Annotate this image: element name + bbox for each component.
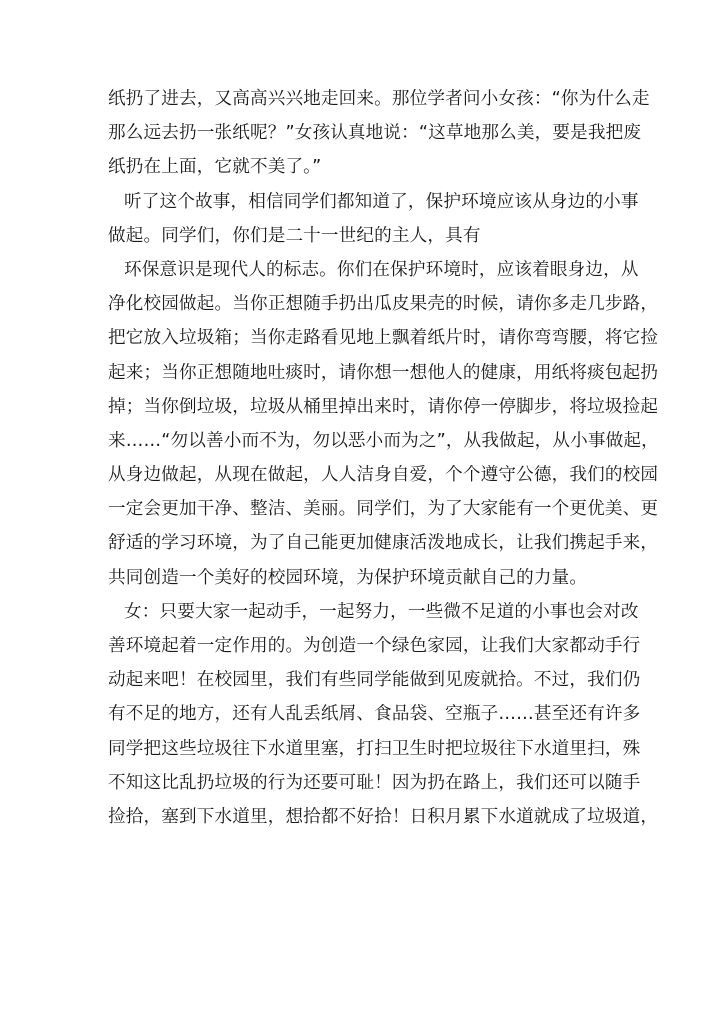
text-line: 一定会更加干净、整洁、美丽。同学们，为了大家能有一个更优美、更 bbox=[108, 499, 659, 520]
text-line: 女：只要大家一起动手，一起努力，一些微不足道的小事也会对改 bbox=[124, 601, 639, 622]
text-line: 掉；当你倒垃圾，垃圾从桶里掉出来时，请你停一停脚步，将垃圾捡起 bbox=[108, 396, 659, 417]
text-line: 环保意识是现代人的标志。你们在保护环境时，应该着眼身边，从 bbox=[124, 259, 639, 280]
text-line: 纸扔在上面，它就不美了。” bbox=[108, 157, 322, 178]
text-line: 动起来吧！在校园里，我们有些同学能做到见废就拾。不过，我们仍 bbox=[108, 670, 641, 691]
text-line: 同学把这些垃圾往下水道里塞，打扫卫生时把垃圾往下水道里扫，殊 bbox=[108, 738, 641, 759]
text-line: 把它放入垃圾箱；当你走路看见地上飘着纸片时，请你弯弯腰，将它捡 bbox=[108, 328, 659, 349]
text-line: 共同创造一个美好的校园环境，为保护环境贡献自己的力量。 bbox=[108, 567, 588, 588]
text-line: 听了这个故事，相信同学们都知道了，保护环境应该从身边的小事 bbox=[124, 191, 639, 212]
text-line: 捡拾，塞到下水道里，想拾都不好拾！日积月累下水道就成了垃圾道， bbox=[108, 806, 659, 827]
text-line: 起来；当你正想随地吐痰时，请你想一想他人的健康，用纸将痰包起扔 bbox=[108, 362, 659, 383]
text-line: 那么远去扔一张纸呢？”女孩认真地说：“这草地那么美，要是我把废 bbox=[108, 123, 642, 144]
text-line: 有不足的地方，还有人乱丢纸屑、食品袋、空瓶子……甚至还有许多 bbox=[108, 704, 641, 725]
text-line: 净化校园做起。当你正想随手扔出瓜皮果壳的时候，请你多走几步路， bbox=[108, 294, 659, 315]
text-line: 不知这比乱扔垃圾的行为还要可耻！因为扔在路上，我们还可以随手 bbox=[108, 772, 641, 793]
text-line: 善环境起着一定作用的。为创造一个绿色家园，让我们大家都动手行 bbox=[108, 636, 641, 656]
text-line: 从身边做起，从现在做起，人人洁身自爱，个个遵守公德，我们的校园 bbox=[108, 465, 659, 486]
text-line: 舒适的学习环境，为了自己能更加健康活泼地成长，让我们携起手来， bbox=[108, 533, 659, 554]
text-line: 做起。同学们，你们是二十一世纪的主人，具有 bbox=[108, 225, 481, 246]
text-line: 纸扔了进去，又高高兴兴地走回来。那位学者问小女孩：“你为什么走 bbox=[108, 89, 650, 109]
body-text bbox=[108, 82, 659, 834]
text-line: 来……“勿以善小而不为，勿以恶小而为之”，从我做起，从小事做起， bbox=[108, 430, 659, 451]
